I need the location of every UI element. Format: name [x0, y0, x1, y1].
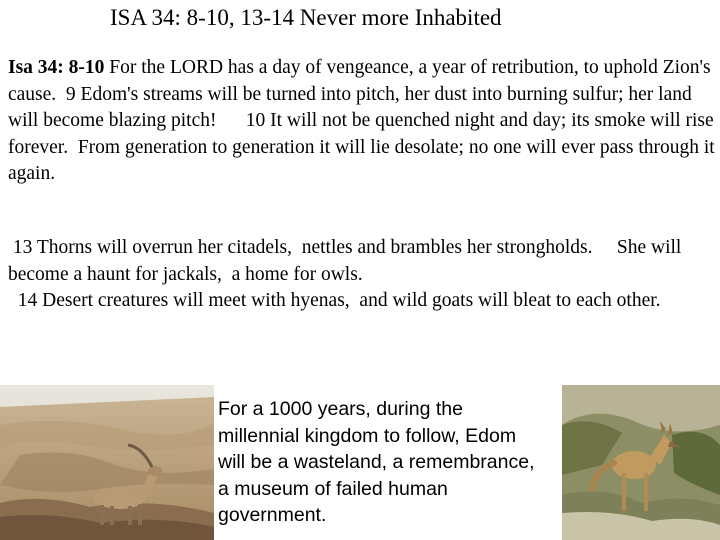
passage-isa-34-8-10 — [8, 55, 720, 188]
commentary-note: For a 1000 years, during the millennial kingdom to follow, Edom will be a wasteland, a remembrance, a museum of failed human government. — [218, 398, 535, 526]
passage-text: For the LORD has a day of vengeance, a year of retribution, to uphold Zion's cause. 9 Edom's streams will be turned into pitch, her dust into burning sulfur; her land will become blazing pitch! 10 It will not be quenched night and day; its smoke will rise forever. From generation to generation it will lie desolate; no one will ever pass through it again. — [8, 57, 720, 185]
passage-verse-14: 14 Desert creatures will meet with hyenas, and wild goats will bleat to each other. — [8, 290, 661, 312]
jackal-photo — [562, 385, 720, 540]
ibex-illustration — [0, 385, 214, 540]
passage-isa-34-13-14 — [8, 235, 716, 315]
slide-title: ISA 34: 8-10, 13-14 Never more Inhabited — [110, 5, 502, 30]
jackal-illustration — [562, 385, 720, 540]
ibex-photo — [0, 385, 214, 540]
passage-verse-13: 13 Thorns will overrun her citadels, nettles and brambles her strongholds. She will become a haunt for jackals, a home for owls. — [8, 237, 687, 285]
passage-reference: Isa 34: 8-10 — [8, 57, 105, 78]
